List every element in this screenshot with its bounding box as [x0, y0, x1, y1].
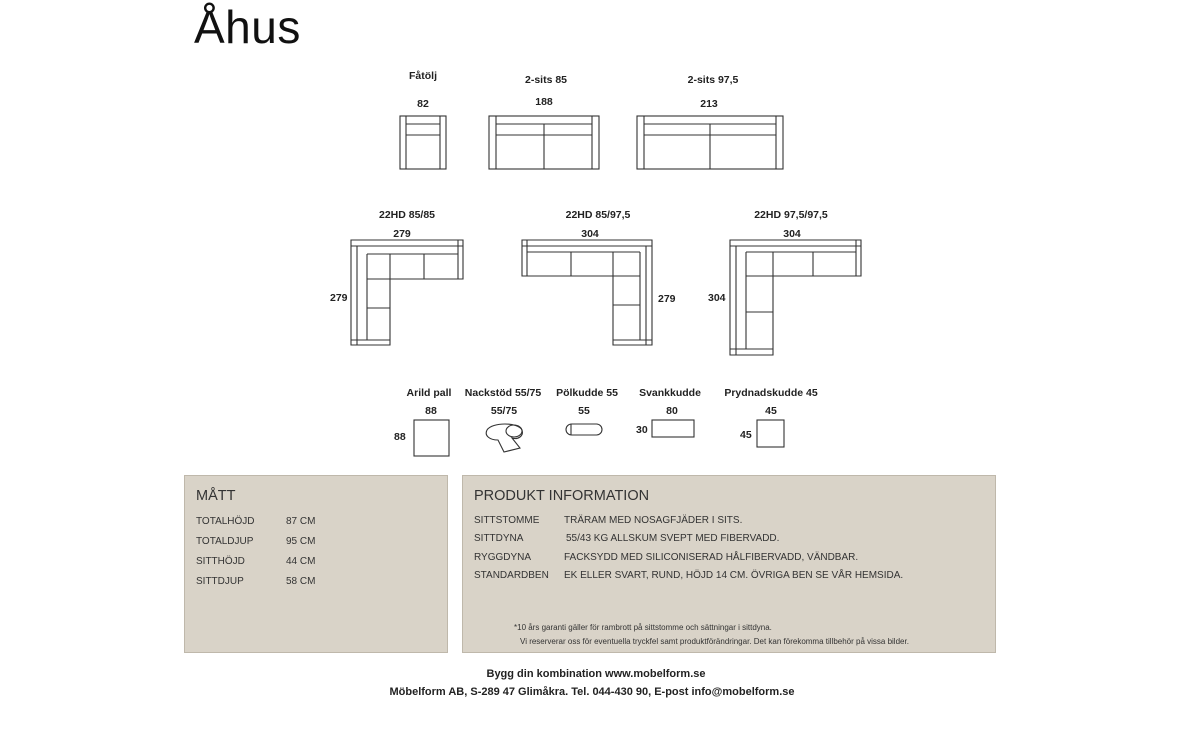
accessory-dim-side: 88: [394, 431, 406, 443]
produkt-row-label: RYGGDYNA: [474, 552, 532, 563]
matt-row-value: 44 CM: [286, 556, 316, 567]
sofa-width: 82: [417, 98, 429, 110]
drawing-svankkudde: [652, 420, 694, 437]
produkt-row-label: STANDARDBEN: [474, 570, 549, 581]
accessory-name: Arild pall: [406, 387, 452, 399]
matt-row-value: 58 CM: [286, 576, 316, 587]
drawing-prydnadskudde: [757, 420, 784, 447]
accessory-name: Svankkudde: [639, 387, 701, 399]
matt-panel: [184, 475, 448, 653]
sofa-width: 213: [700, 98, 718, 110]
produkt-row-value: EK ELLER SVART, RUND, HÖJD 14 CM. ÖVRIGA BEN SE VÅR HEMSIDA.: [564, 570, 904, 581]
drawing-2sits-85: [489, 116, 599, 169]
drawing-22hd-85-85: [351, 240, 463, 345]
sofa-name: 2-sits 85: [524, 74, 568, 86]
accessory-dim: 55: [578, 405, 590, 417]
corner-name: 22HD 85/85: [378, 209, 436, 221]
accessory-dim: 45: [765, 405, 777, 417]
corner-depth: 304: [708, 292, 726, 304]
corner-width: 304: [581, 228, 599, 240]
accessory-name: Pölkudde 55: [556, 387, 618, 399]
drawing-22hd-975-975: [730, 240, 861, 355]
accessory-dim: 55/75: [490, 405, 518, 417]
matt-row-value: 87 CM: [286, 516, 316, 527]
corner-name: 22HD 85/97,5: [565, 209, 631, 221]
page-title: Åhus: [194, 1, 301, 53]
corner-width: 279: [393, 228, 411, 240]
produkt-row-value: TRÄRAM MED NOSAGFJÄDER I SITS.: [564, 515, 743, 526]
accessory-name: Prydnadskudde 45: [724, 387, 818, 399]
accessory-dim-side: 45: [740, 429, 752, 441]
produkt-note: Vi reserverar oss för eventuella tryckfel samt produktförändringar. Det kan förekomma tillbehör på vissa bilder.: [520, 637, 909, 646]
matt-row-label: SITTDJUP: [196, 576, 244, 587]
drawing-arild-pall: [414, 420, 449, 456]
drawing-2sits-975: [637, 116, 783, 169]
footer-line1: Bygg din kombination www.mobelform.se: [486, 668, 706, 680]
accessory-dim-side: 30: [636, 424, 648, 436]
drawing-fatolj: [400, 116, 446, 169]
matt-row-label: TOTALDJUP: [196, 536, 254, 547]
sofa-name: Fåtölj: [409, 70, 437, 82]
produkt-heading: PRODUKT INFORMATION: [474, 488, 650, 504]
sofa-width: 188: [535, 96, 553, 108]
corner-depth: 279: [658, 293, 676, 305]
produkt-panel: [462, 475, 996, 653]
corner-width: 304: [783, 228, 801, 240]
corner-name: 22HD 97,5/97,5: [754, 209, 828, 221]
sofa-name: 2-sits 97,5: [687, 74, 739, 86]
accessory-dim: 80: [666, 405, 678, 417]
produkt-row-label: SITTDYNA: [474, 533, 524, 544]
matt-row-label: SITTHÖJD: [196, 556, 245, 567]
produkt-note: *10 års garanti gäller för rambrott på sittstomme och sättningar i sittdyna.: [514, 623, 772, 632]
produkt-row-label: SITTSTOMME: [474, 515, 540, 526]
matt-heading: MÅTT: [196, 488, 236, 504]
footer-line2: Möbelform AB, S-289 47 Glimåkra. Tel. 044-430 90, E-post info@mobelform.se: [389, 686, 795, 698]
accessory-dim: 88: [425, 405, 437, 417]
matt-row-label: TOTALHÖJD: [196, 516, 255, 527]
drawing-nackstod: [486, 424, 522, 452]
produkt-row-value: FACKSYDD MED SILICONISERAD HÅLFIBERVADD, VÄNDBAR.: [564, 552, 859, 563]
matt-row-value: 95 CM: [286, 536, 316, 547]
accessory-name: Nackstöd 55/75: [464, 387, 542, 399]
drawing-polkudde: [566, 424, 602, 435]
produkt-row-value: 55/43 KG ALLSKUM SVEPT MED FIBERVADD.: [566, 533, 780, 544]
drawing-22hd-85-975: [522, 240, 652, 345]
corner-depth: 279: [330, 292, 348, 304]
